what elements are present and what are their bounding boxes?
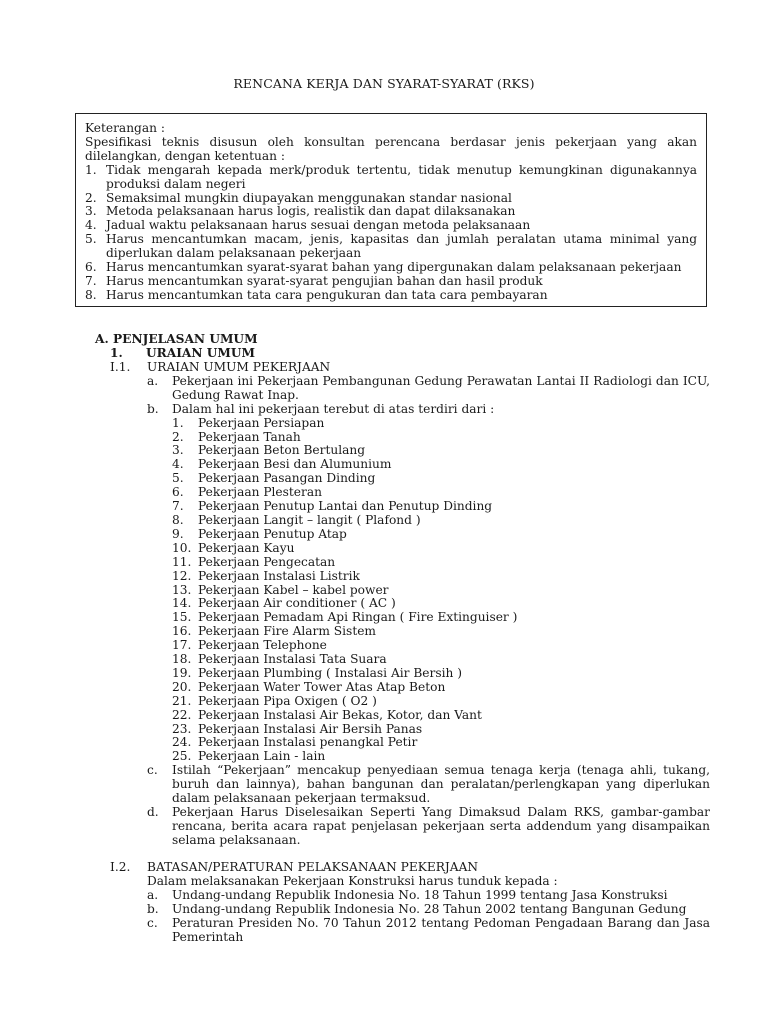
- work-item: [172, 597, 710, 611]
- document-title: RENCANA KERJA DAN SYARAT-SYARAT (RKS): [233, 76, 535, 91]
- section-a-number: A.: [95, 332, 109, 346]
- item-c: c. Istilah “Pekerjaan” mencakup penyediaan semua tenaga kerja (tenaga ahli, tukang, buruh dan lainnya), bahan bangunan dan peralatan/perlengkapan yang diperlukan dalam pelaksanaan pekerjaan termaksud.: [147, 763, 710, 806]
- work-item-number: 25.: [172, 749, 192, 764]
- work-item-text: Pekerjaan Pengecatan: [198, 554, 336, 569]
- work-item: [172, 542, 710, 556]
- work-item-text: Pekerjaan Beton Bertulang: [198, 443, 366, 458]
- work-item: [172, 723, 710, 737]
- work-item: [172, 750, 710, 764]
- subsection-i1-label: URAIAN UMUM PEKERJAAN: [147, 360, 331, 374]
- work-item-number: 9.: [172, 526, 184, 541]
- work-item-text: Pekerjaan Instalasi Air Bekas, Kotor, dan Vant: [198, 707, 482, 722]
- work-item: [172, 709, 710, 723]
- work-item-text: Pekerjaan Lain - lain: [198, 749, 326, 764]
- work-item: [172, 570, 710, 584]
- section-1-number: 1.: [110, 346, 123, 360]
- item-a: a. Pekerjaan ini Pekerjaan Pembangunan Gedung Perawatan Lantai II Radiologi dan ICU, Gedung Rawat Inap.: [147, 373, 710, 402]
- work-item-text: Pekerjaan Air conditioner ( AC ): [198, 596, 396, 611]
- work-item-text: Pekerjaan Instalasi Listrik: [198, 568, 360, 583]
- work-item-text: Pekerjaan Penutup Atap: [198, 526, 347, 541]
- regulation-a: a. Undang-undang Republik Indonesia No. 18 Tahun 1999 tentang Jasa Konstruksi: [147, 889, 710, 903]
- keterangan-item-number: 7.: [85, 273, 97, 288]
- subsection-i2-heading: [110, 861, 710, 875]
- keterangan-item: [85, 275, 697, 289]
- work-item-text: Pekerjaan Instalasi Air Bersih Panas: [198, 721, 423, 736]
- work-item-number: 21.: [172, 693, 192, 708]
- work-item: [172, 611, 710, 625]
- work-item: [172, 653, 710, 667]
- item-b: b. Dalam hal ini pekerjaan terebut di atas terdiri dari :: [147, 403, 710, 417]
- keterangan-item-text: Harus mencantumkan syarat-syarat pengujian bahan dan hasil produk: [106, 273, 543, 288]
- work-item: [172, 472, 710, 486]
- regulation-c: c. Peraturan Presiden No. 70 Tahun 2012 tentang Pedoman Pengadaan Barang dan Jasa Pemerintah: [147, 915, 710, 944]
- item-d: d. Pekerjaan Harus Diselesaikan Seperti Yang Dimaksud Dalam RKS, gambar-gambar rencana, berita acara rapat penjelasan pekerjaan serta addendum yang disampaikan selama pelaksanaan.: [147, 805, 710, 847]
- section-a-label: PENJELASAN UMUM: [113, 332, 258, 346]
- keterangan-list: [85, 164, 697, 303]
- work-item-number: 6.: [172, 485, 184, 500]
- work-item-number: 4.: [172, 457, 184, 472]
- work-list: [172, 417, 710, 765]
- section-a-heading: [95, 333, 258, 347]
- keterangan-item-text: Harus mencantumkan macam, jenis, kapasitas dan jumlah peralatan utama minimal yang diperlukan dalam pelaksanaan pekerjaan: [106, 232, 697, 261]
- work-item-text: Pekerjaan Penutup Lantai dan Penutup Dinding: [198, 499, 493, 514]
- work-item-text: Pekerjaan Pasangan Dinding: [198, 471, 376, 486]
- keterangan-item-number: 4.: [85, 218, 97, 233]
- work-item-text: Pekerjaan Fire Alarm Sistem: [198, 624, 376, 639]
- work-item: [172, 458, 710, 472]
- work-item: [172, 500, 710, 514]
- work-item: [172, 417, 710, 431]
- work-item-number: 14.: [172, 596, 192, 611]
- keterangan-box: [75, 113, 707, 307]
- work-item-text: Pekerjaan Kayu: [198, 540, 295, 555]
- keterangan-item-number: 5.: [85, 232, 97, 247]
- work-item-number: 17.: [172, 638, 192, 653]
- work-item-text: Pekerjaan Persiapan: [198, 415, 325, 430]
- work-item-number: 13.: [172, 582, 192, 597]
- keterangan-label: Keterangan :: [85, 121, 165, 135]
- work-item-text: Pekerjaan Besi dan Alumunium: [198, 457, 392, 472]
- work-item: [172, 736, 710, 750]
- work-item-text: Pekerjaan Telephone: [198, 638, 327, 653]
- work-item-text: Pekerjaan Plesteran: [198, 485, 322, 500]
- work-item: [172, 486, 710, 500]
- subsection-i2-body: [147, 875, 710, 945]
- work-item-number: 10.: [172, 540, 192, 555]
- section-1-label: URAIAN UMUM: [146, 346, 255, 360]
- work-item-text: Pekerjaan Tanah: [198, 429, 301, 444]
- work-item: [172, 584, 710, 598]
- subsection-i2-intro: Dalam melaksanakan Pekerjaan Konstruksi harus tunduk kepada :: [147, 873, 558, 888]
- work-item-text: Pekerjaan Pemadam Api Ringan ( Fire Extinguiser ): [198, 610, 518, 625]
- work-item-number: 19.: [172, 665, 192, 680]
- work-item-number: 18.: [172, 652, 192, 667]
- work-item-text: Pekerjaan Plumbing ( Instalasi Air Bersih ): [198, 665, 462, 680]
- work-item: [172, 556, 710, 570]
- keterangan-item-number: 6.: [85, 260, 97, 275]
- work-item-number: 11.: [172, 554, 192, 569]
- keterangan-item-number: 8.: [85, 287, 97, 302]
- work-item: [172, 514, 710, 528]
- keterangan-item: [85, 233, 697, 261]
- work-item-text: Pekerjaan Water Tower Atas Atap Beton: [198, 679, 446, 694]
- work-item-number: 16.: [172, 624, 192, 639]
- work-item: [172, 625, 710, 639]
- keterangan-item-text: Semaksimal mungkin diupayakan menggunakan standar nasional: [106, 190, 512, 205]
- work-item-number: 15.: [172, 610, 192, 625]
- keterangan-item: [85, 289, 697, 303]
- work-item-number: 3.: [172, 443, 184, 458]
- work-item-number: 1.: [172, 415, 184, 430]
- subsection-i1-heading: [110, 361, 710, 375]
- keterangan-intro: Spesifikasi teknis disusun oleh konsultan perencana berdasar jenis pekerjaan yang akan dilelangkan, dengan ketentuan :: [85, 134, 697, 163]
- work-item: [172, 667, 710, 681]
- keterangan-item-text: Harus mencantumkan syarat-syarat bahan yang dipergunakan dalam pelaksanaan pekerjaan: [106, 260, 682, 275]
- subsection-i1: [110, 361, 710, 848]
- regulation-a-text: Undang-undang Republik Indonesia No. 18 Tahun 1999 tentang Jasa Konstruksi: [172, 887, 668, 902]
- work-item: [172, 431, 710, 445]
- regulation-b-text: Undang-undang Republik Indonesia No. 28 Tahun 2002 tentang Bangunan Gedung: [172, 901, 687, 916]
- subsection-i1-number: I.1.: [110, 360, 131, 374]
- work-item: [172, 639, 710, 653]
- keterangan-item-text: Tidak mengarah kepada merk/produk tertentu, tidak menutup kemungkinan digunakannya produksi dalam negeri: [106, 162, 697, 191]
- work-item: [172, 681, 710, 695]
- work-item-number: 22.: [172, 707, 192, 722]
- work-item-number: 5.: [172, 471, 184, 486]
- work-item: [172, 528, 710, 542]
- subsection-i2: [110, 861, 710, 944]
- work-item-number: 7.: [172, 499, 184, 514]
- subsection-i2-label: BATASAN/PERATURAN PELAKSANAAN PEKERJAAN: [147, 860, 479, 874]
- item-c-text: Istilah “Pekerjaan” mencakup penyediaan semua tenaga kerja (tenaga ahli, tukang, buruh dan lainnya), bahan bangunan dan peralatan/perlengkapan yang diperlukan dalam pelaksanaan pekerjaan termaksud.: [172, 763, 710, 806]
- keterangan-item-number: 2.: [85, 190, 97, 205]
- keterangan-item-number: 1.: [85, 162, 97, 177]
- work-item: [172, 444, 710, 458]
- subsection-i2-number: I.2.: [110, 860, 131, 874]
- work-item-text: Pekerjaan Instalasi penangkal Petir: [198, 735, 418, 750]
- item-a-text: Pekerjaan ini Pekerjaan Pembangunan Gedung Perawatan Lantai II Radiologi dan ICU, Gedung Rawat Inap.: [172, 373, 710, 402]
- item-d-text: Pekerjaan Harus Diselesaikan Seperti Yang Dimaksud Dalam RKS, gambar-gambar rencana, berita acara rapat penjelasan pekerjaan serta addendum yang disampaikan selama pelaksanaan.: [172, 805, 710, 847]
- keterangan-item-text: Jadual waktu pelaksanaan harus sesuai dengan metoda pelaksanaan: [106, 218, 531, 233]
- work-item-number: 23.: [172, 721, 192, 736]
- keterangan-item: [85, 205, 697, 219]
- work-item: [172, 695, 710, 709]
- keterangan-item: [85, 164, 697, 192]
- keterangan-item: [85, 219, 697, 233]
- section-1-heading: [110, 347, 255, 361]
- work-item-number: 8.: [172, 512, 184, 527]
- work-item-text: Pekerjaan Instalasi Tata Suara: [198, 652, 387, 667]
- keterangan-item-text: Metoda pelaksanaan harus logis, realistik dan dapat dilaksanakan: [106, 204, 516, 219]
- work-item-text: Pekerjaan Langit – langit ( Plafond ): [198, 512, 421, 527]
- work-item-text: Pekerjaan Kabel – kabel power: [198, 582, 389, 597]
- keterangan-item: [85, 261, 697, 275]
- item-b-text: Dalam hal ini pekerjaan terebut di atas terdiri dari :: [172, 401, 495, 416]
- work-item-text: Pekerjaan Pipa Oxigen ( O2 ): [198, 693, 377, 708]
- keterangan-item-text: Harus mencantumkan tata cara pengukuran dan tata cara pembayaran: [106, 287, 548, 302]
- keterangan-item-number: 3.: [85, 204, 97, 219]
- keterangan-item: [85, 192, 697, 206]
- subsection-i1-body: [147, 375, 710, 848]
- regulation-c-text: Peraturan Presiden No. 70 Tahun 2012 tentang Pedoman Pengadaan Barang dan Jasa Pemerintah: [172, 915, 710, 944]
- work-item-number: 20.: [172, 679, 192, 694]
- work-item-number: 2.: [172, 429, 184, 444]
- regulation-b: b. Undang-undang Republik Indonesia No. 28 Tahun 2002 tentang Bangunan Gedung: [147, 903, 710, 917]
- work-item-number: 24.: [172, 735, 192, 750]
- work-item-number: 12.: [172, 568, 192, 583]
